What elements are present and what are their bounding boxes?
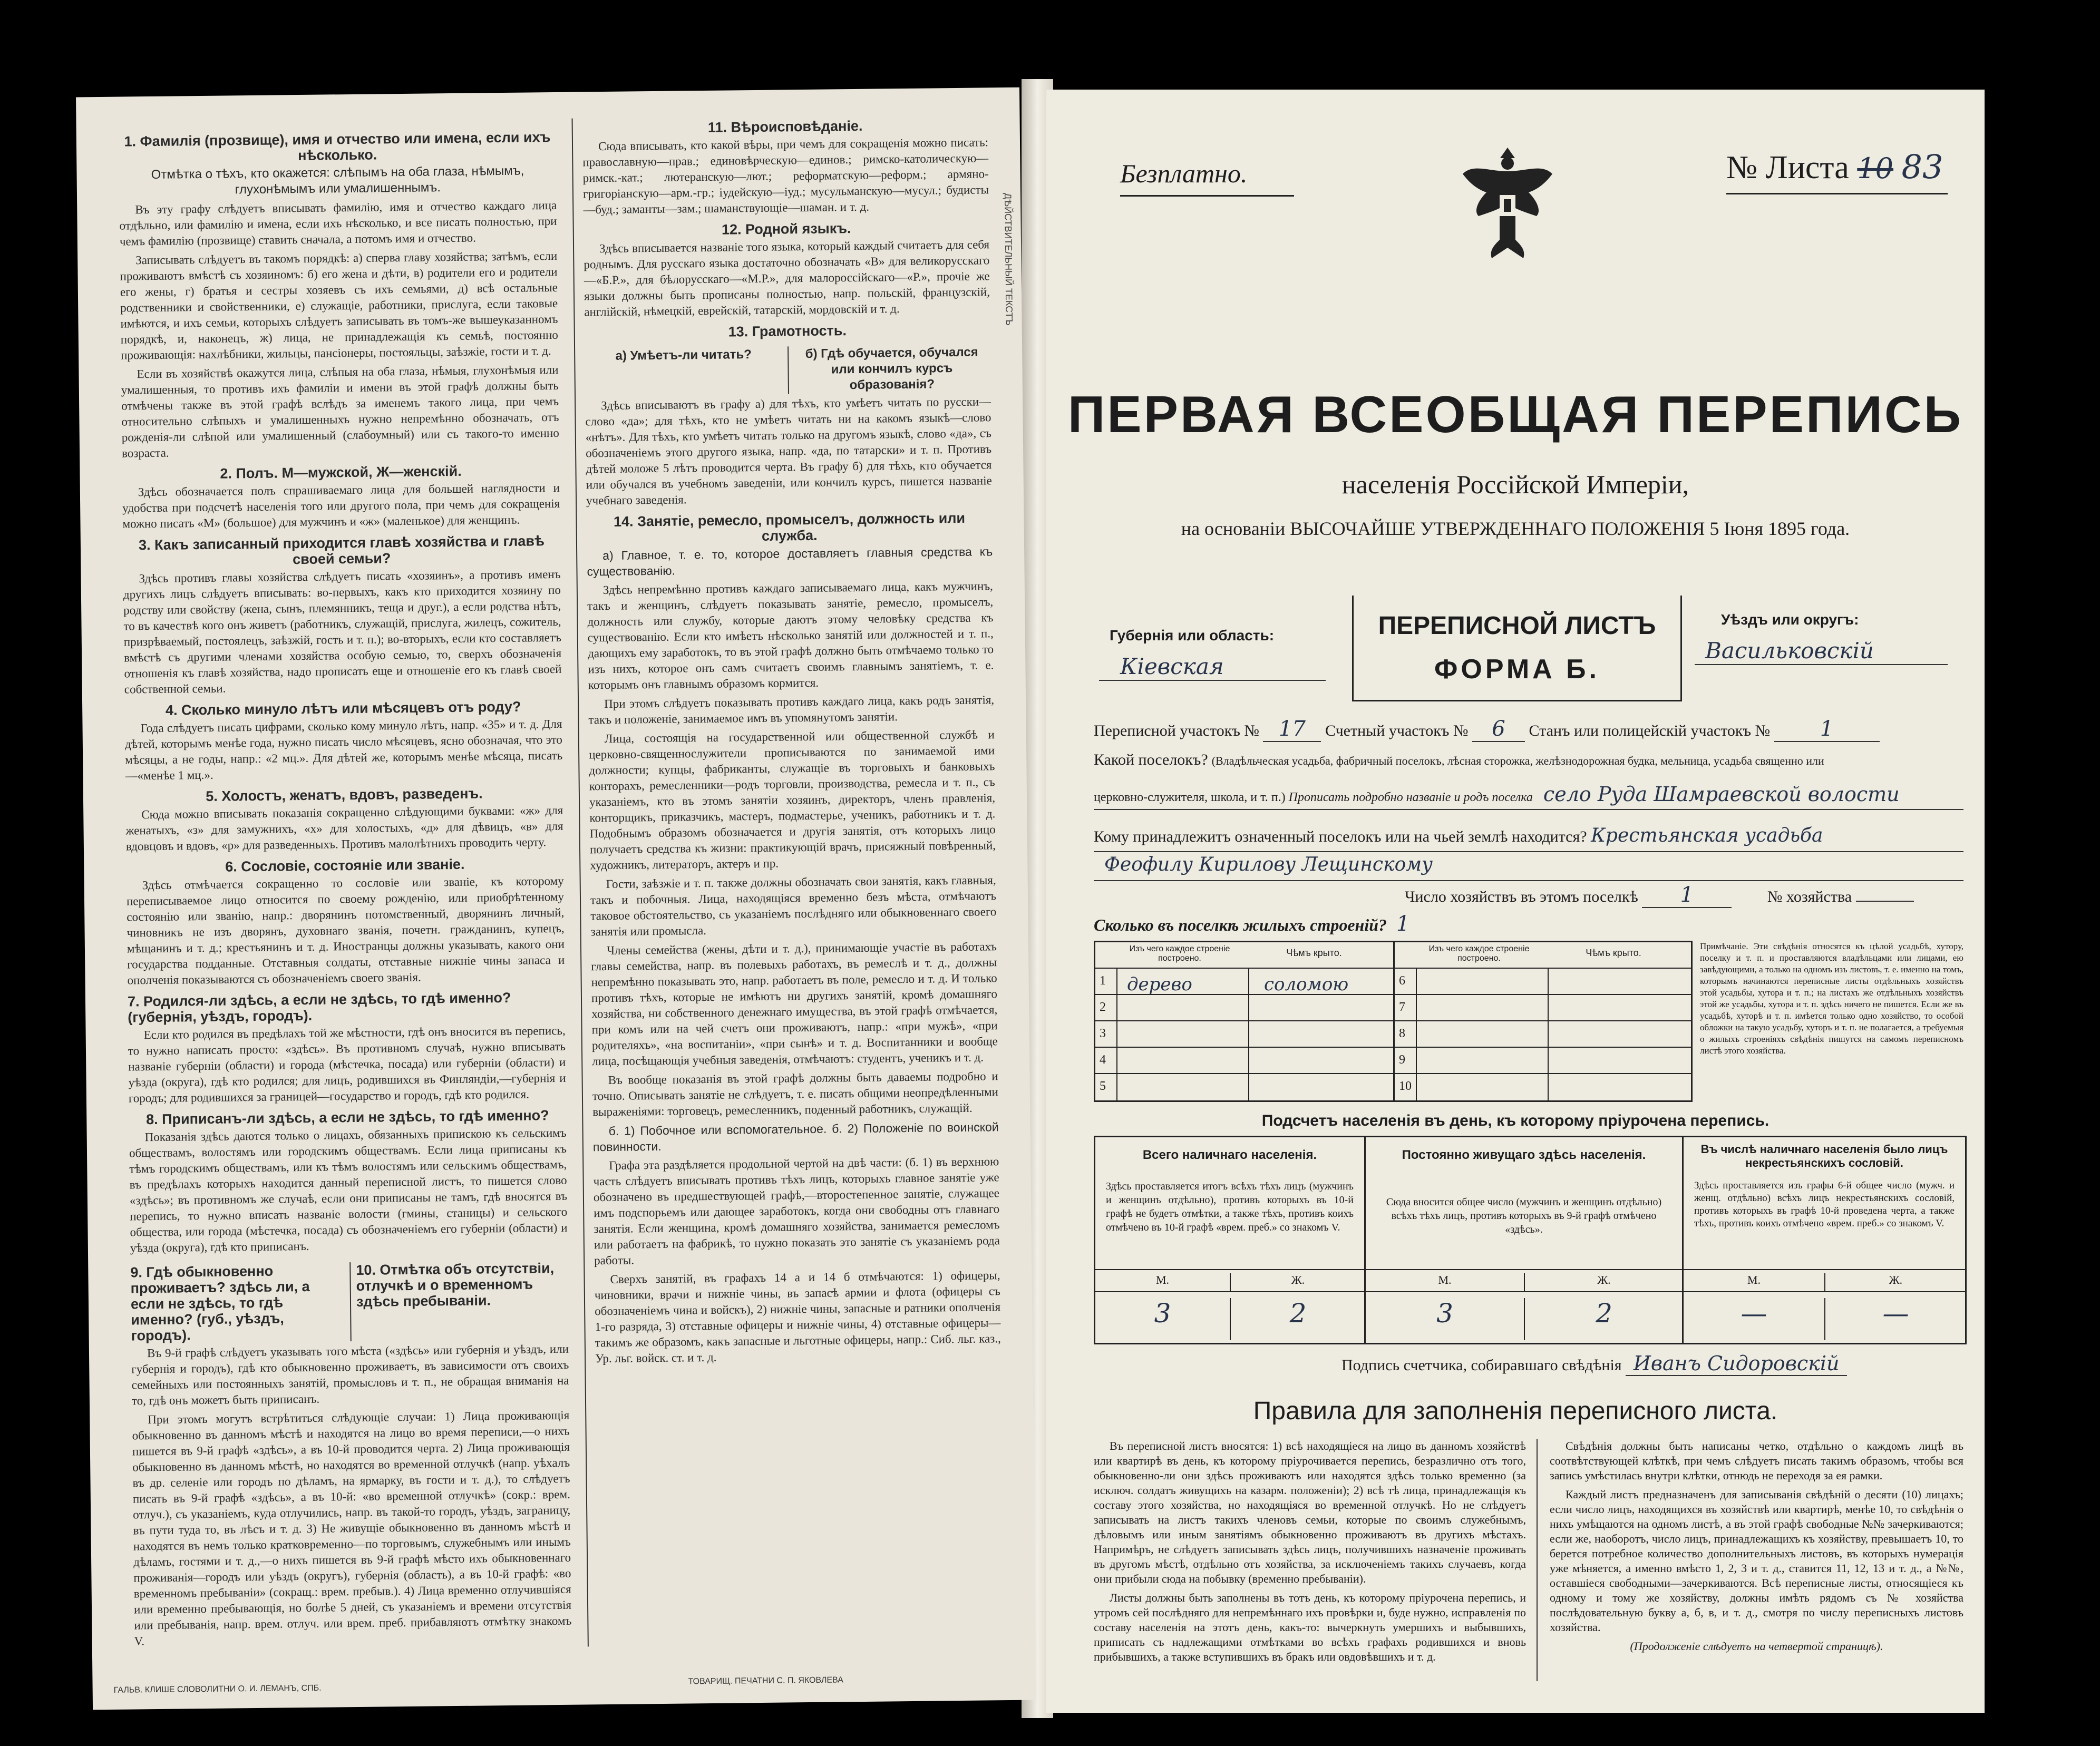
building-row <box>1395 1073 1691 1100</box>
paragraph: Сверхъ занятій, въ графахъ 14 а и 14 б отмѣчаются: 1) офицеры, чиновники, врачи и нижніе чины, въ запасѣ армии и флота (офицеры съ обозначеніемъ чина и войскъ), 2) нижніе чины, запасные и ратники ополченія 1-го разряда, 3) отставные офицеры и нижніе чины, 4) отставные офицеры—такимъ же образомъ, какъ запасные и льготные офицеры, напр.: Сиб. льг. каз., Ур. льг. войск. ст. и т. д. <box>594 1269 1001 1365</box>
paragraph: Здѣсь противъ главы хозяйства слѣдуетъ писать «хозяинъ», а противъ именъ другихъ лицъ слѣдуетъ вписывать: во-первыхъ, какъ кто приходится хозяину по родству или свойству (жена, сынъ, племянникъ, теща и друг.), а если родства нѣтъ, то въ качествѣ кого онъ живетъ (работникъ, служащій, прислуга, жилецъ, сожитель, призрѣваемый, постоялецъ, заѣзжій, гость и т. п.); во-вторыхъ, если кто составляетъ вмѣстѣ съ другими членами хозяйства особую семью, то, сверхъ обозначенія отношенія къ главѣ хозяйства, надо прописать еще и отношеніе его къ главѣ своей собственной семьи. <box>123 567 562 696</box>
rules-paragraph: Въ переписной листъ вносятся: 1) всѣ находящіеся на лицо въ данномъ хозяйствѣ или квартирѣ въ день, къ которому пріурочивается перепись, безразлично отъ того, обыкновенно-ли они здѣсь проживаютъ или находятся здѣсь только временно (за исключ. солдатъ живущихъ на казарм. положеніи); 2) всѣ тѣ лица, принадлежащія къ составу этого хозяйства, но находящіяся во временной отлучкѣ. Но не слѣдуетъ записывать на листъ такихъ членовъ семьи, которые по своимъ служебнымъ, дѣловымъ или иным занятіямъ обыкновенно проживаютъ въ другихъ мѣстахъ. Напримѣръ, не слѣдуетъ записывать здѣсь лицъ, получившихъ назначеніе проживать въ другомъ мѣстѣ, отдѣльно отъ хозяйства, за исключеніемъ такихъ случаевъ, когда они прибыли сюда на побывку (временно пребываніи). <box>1094 1439 1526 1585</box>
paragraph: Года слѣдуетъ писать цифрами, сколько кому минуло лѣтъ, напр. «35» и т. д. Для дѣтей, которымъ менѣе года, нужно писать число мѣсяцевъ, ясно обозначая, что это мѣсяцы, а не годы, напр.: «2 мц.». Для дѣтей же, которымъ менѣе мѣсяца, писать—«менѣе 1 мц.». <box>124 717 563 783</box>
sheet-number-value: 83 <box>1901 148 1943 186</box>
vertical-margin-text: ДѢЙСТВИТЕЛЬНЫЙ ТЕКСТЪ <box>1003 192 1015 326</box>
footer-left: ГАЛЬВ. КЛИШЕ СЛОВОЛИТНИ О. И. ЛЕМАНЪ, СПБ. <box>113 1683 322 1695</box>
owner-label: Кому принадлежитъ означенный поселокъ или на чьей землѣ находится? <box>1094 828 1587 845</box>
poselok-label: Какой поселокъ? <box>1094 751 1208 768</box>
paragraph: Если кто родился въ предѣлахъ той же мѣстности, гдѣ онъ вносится въ перепись, то нужно написать просто: «здѣсь». Въ противномъ случаѣ, нужно вписывать названіе губерніи (области) и города (мѣстечка, посада) или губерніи (области) и уѣзда (округа), гдѣ кто родился; для лицъ, родившихся въ Финляндіи,—губернія и городъ; для родившихся за границей—государство и городъ, гдѣ кто родился. <box>128 1023 566 1105</box>
owner-underline-2 <box>1094 880 1963 881</box>
uezd-label: Уѣздъ или округъ: <box>1721 611 1859 628</box>
population-table <box>1094 1136 1967 1344</box>
heading-surname: 1. Фамилія (прозвище), имя и отчество или имена, если ихъ нѣсколько. <box>124 129 551 164</box>
pop-col-permanent <box>1366 1137 1684 1343</box>
pop-col-nonpeasant-mz <box>1684 1269 1965 1292</box>
buildings-note: Примѣчаніе. Эти свѣдѣнія относятся къ цѣлой усадьбѣ, хутору, поселку и т. п. и проставляются владѣльцами или лицами, ею завѣдующими, а только на одномъ изъ листовъ, т. е. именно на томъ, которымъ начинаются переписные листы отдѣльныхъ хозяйствъ этой усадьбы, хутора и т. п.; на листахъ же отдѣльныхъ хозяйствъ этой же усадьбы, хутора и т. п. здѣсь ничего не пишется. Если же въ усадьбѣ, хуторѣ и т. п. имѣется только одно хозяйство, то особой обложки на такую усадьбу, хуторъ и т. п. не полагается, а требуемыя о жилыхъ строеніяхъ свѣдѣнія пишутся на самомъ переписномъ листѣ этого хозяйства. <box>1700 941 1963 1056</box>
buildings-table-left <box>1095 942 1395 1100</box>
pop-col-permanent-m-label: М. <box>1438 1273 1452 1286</box>
form-type-title: ПЕРЕПИСНОЙ ЛИСТЪ <box>1378 612 1656 640</box>
building-row-divider <box>1548 1048 1549 1074</box>
pop-nonpeasant-m: — <box>1741 1298 1767 1329</box>
pop-nonpeasant-z: — <box>1824 1298 1966 1340</box>
owner-value-2: Феофилу Кирилову Лещинскому <box>1104 854 1433 875</box>
heading-absence: 10. Отмѣтка объ отсутствіи, отлучкѣ и о временномъ здѣсь пребываніи. <box>349 1260 569 1341</box>
poselok-hint-2: церковно-служителя, школа, и т. п.) <box>1094 791 1286 804</box>
heading-literacy-a: а) Умѣетъ-ли читать? <box>615 347 752 363</box>
sheet-number-block <box>1726 148 1943 187</box>
signature-line <box>1341 1352 1847 1376</box>
building-row <box>1095 994 1393 1021</box>
population-count-title: Подсчетъ населенія въ день, къ которому пріурочена перепись. <box>1261 1112 1770 1129</box>
building-row-number: 2 <box>1100 1000 1106 1014</box>
free-label: Безплатно. <box>1120 159 1248 188</box>
building-row <box>1395 994 1691 1021</box>
heading-literacy: 13. Грамотность. <box>728 323 847 340</box>
paragraph: Здѣсь вписывается названіе того языка, который каждый считаетъ для себя роднымъ. Для русскаго языка достаточно обозначать «В» для великорусскаго—«Б.Р.», для бѣлорусскаго—«М.Р.», для малороссійскаго—«Р.», прочіе же языки должны быть прописаны полностью, напр. польскій, французскій, англійскій, нѣмецкій, еврейскій, татарскій, мордовскій и т. д. <box>584 238 990 319</box>
paragraph: Въ эту графу слѣдуетъ вписывать фамилію, имя и отчество каждаго лица отдѣльно, или фамилію и имена, если ихъ нѣсколько, и все писать полностью, при чемъ фамилію (прозвище) ставить сначала, а потомъ имя и отчество. <box>119 198 557 248</box>
form-subtitle: населенія Россійской Имперіи, <box>1341 470 1689 499</box>
buildings-header-roof: Чѣмъ крыто. <box>1286 948 1342 958</box>
rules-continued: (Продолженіе слѣдуетъ на четвертой страницѣ). <box>1630 1640 1883 1653</box>
heading-marital: 5. Холостъ, женатъ, вдовъ, разведенъ. <box>206 785 483 804</box>
paragraph: Въ 9-й графѣ слѣдуетъ указывать того мѣста («здѣсь» или губернія и уѣздъ, или губернія и городъ), гдѣ кто обыкновенно проживаетъ, въ зависимости отъ своихъ семейныхъ или постоянныхъ занятій, промысловъ и т. п., не обращая вниманія на то, гдѣ онъ можетъ быть приписанъ. <box>131 1342 569 1408</box>
paragraph: При этомъ слѣдуетъ показывать противъ каждаго лица, какъ родъ занятія, такъ и положеніе, занимаемое имъ въ упомянутомъ занятіи. <box>588 693 995 727</box>
building-row-number: 5 <box>1100 1079 1106 1093</box>
heading-relation: 3. Какъ записанный приходится главѣ хозяйства и главѣ своей семьи? <box>138 533 545 568</box>
building-row-divider <box>1548 1021 1549 1048</box>
heading-residence-pair <box>130 1255 569 1346</box>
building-row-divider <box>1416 1074 1417 1100</box>
building-row-divider <box>1248 969 1249 995</box>
building-row-divider <box>1548 969 1549 995</box>
building-row-number: 8 <box>1399 1027 1405 1040</box>
buildings-header-roof-2: Чѣмъ крыто. <box>1586 948 1641 958</box>
heading-sex: 2. Полъ. М—мужской, Ж—женскій. <box>220 463 462 482</box>
form-header-right <box>1689 596 1963 701</box>
building-row-divider <box>1416 1048 1417 1074</box>
rules-left-column <box>1094 1439 1526 1681</box>
paragraph: Члены семейства (жены, дѣти и т. д.), принимающіе участіе въ работахъ главы семейства, напр. въ полевыхъ работахъ, въ ремеслѣ и т. д., должны непремѣнно показывать это, напр. работаетъ въ поле, ремесло и т. д. И только противъ тѣхъ, которые не имѣютъ ни другихъ занятій, кромѣ домашняго хозяйства, ни собственного денежнаго имущества, въ этой графѣ отмѣчается, при комъ или на чей счетъ они проживаютъ, напр.: «при мужѣ», «при родителяхъ», «на воспитаніи», «при сынѣ» и т. д. Воспитанники и вообще лица, посѣщающія учебныя заведенія, отмѣчаютъ: студентъ, ученикъ и т. д. <box>591 940 998 1068</box>
pop-col-nonpeasant-z-label: Ж. <box>1824 1273 1966 1291</box>
gubernia-value: Кіевская <box>1120 653 1224 679</box>
heading-literacy-b: б) Гдѣ обучается, обучался или кончилъ курсъ образованія? <box>788 344 991 394</box>
paragraph: б. 1) Побочное или вспомогательное. б. 2) Положеніе по воинской повинности. <box>592 1120 999 1154</box>
paragraph: Здѣсь вписываютъ въ графу а) для тѣхъ, кто умѣетъ читать по русски—слово «да»; для тѣхъ, кто не умѣетъ читать ни на какомъ языкѣ—слово «нѣтъ». Для тѣхъ, кто умѣетъ читать только на другомъ языкѣ, слово «да», съ обозначеніемъ этого другого языка, напр. «да, по татарски» и т. п. Противъ дѣтей моложе 5 лѣтъ проводится черта. Въ графу б) для тѣхъ, кто обучается или обучался въ учебномъ заведеніи, или кончилъ курсъ, пишется названіе учебнаго заведенія. <box>585 395 992 508</box>
uchastok-value: 17 <box>1263 717 1321 742</box>
building-row-divider <box>1416 1021 1417 1048</box>
households-line <box>1405 883 1914 908</box>
paragraph: При этомъ могутъ встрѣтиться слѣдующіе случаи: 1) Лица проживающія обыкновенно въ данномъ мѣстѣ и находятся на лицо во время переписи,—о нихъ пишется въ 9-й графѣ «здѣсь», а въ 10-й проводится черта. 2) Лица проживающія обыкновенно въ данномъ мѣстѣ, но находятся во временной отлучкѣ (напр. уѣхалъ въ др. селеніе или городъ по дѣламъ, на ярмарку, въ гости и т. д.), то слѣдуетъ писать въ 9-й графѣ «здѣсь», а въ 10-й: «во временной отлучкѣ» (сокр.: врем. отлуч.), съ указаніемъ, куда отлучились, напр. въ такой-то городъ, уѣздъ, заграницу, въ пути тудa то, въ лѣсъ и т. д. 3) Не живущіе обыкновенно въ данномъ мѣстѣ и находятся въ немъ только кратковременно—по торговымъ, служебнымъ или инымъ дѣламъ, гостями и т. д.,—о нихъ пишется въ 9-й графѣ мѣсто ихъ обыкновеннаго проживанія—городъ или уѣздъ (округъ), губернія (область), а въ 10-й графѣ: «во временномъ пребываніи» (сокращ.: врем. пребыв.). 4) Лица временно отлучившіяся или временно пребывающія, но болѣе 5 дней, съ указаніемъ и времени отсутствія или пребыванія, напр. врем. отлуч. или врем. преб. прибавляютъ отмѣтку знакомъ V. <box>132 1408 572 1648</box>
form-header-left <box>1088 596 1347 701</box>
building-row <box>1395 968 1691 995</box>
building-row <box>1095 1073 1393 1100</box>
building-row-number: 10 <box>1399 1079 1412 1093</box>
households-label: Число хозяйствъ въ этомъ поселкѣ <box>1405 888 1638 905</box>
building-row-divider <box>1248 1048 1249 1074</box>
households-value: 1 <box>1642 883 1732 908</box>
building-row-divider <box>1116 1048 1117 1074</box>
pop-col-total <box>1095 1137 1366 1343</box>
building-row-divider <box>1416 995 1417 1021</box>
owner-line <box>1094 825 1969 846</box>
sheet-number-struck: 10 <box>1857 152 1893 185</box>
buildings-table-right <box>1395 942 1691 1100</box>
heading-language: 12. Родной языкъ. <box>721 220 851 238</box>
heading-residence: 9. Гдѣ обыкновенно проживаетъ? здѣсь ли, а если не здѣсь, то гдѣ именно? (губ., уѣздъ, городъ). <box>130 1263 310 1344</box>
gubernia-underline <box>1099 680 1326 681</box>
double-headed-eagle-emblem <box>1457 142 1558 269</box>
building-1-roof: соломою <box>1264 974 1349 995</box>
paragraph: Здѣсь непремѣнно противъ каждаго записываемаго лица, какъ мужчинъ, такъ и женщинъ, слѣдуетъ показывать занятіе, ремесло, промыселъ, должность или службу, которые даютъ этому человѣку средства къ существованію. Если кто имѣетъ нѣсколько занятій или должностей и т. п., дающихъ ему заработокъ, то въ этой графѣ должно быть отмѣчаемо только то изъ нихъ, которое онъ самъ считаетъ своимъ главнымъ занятіемъ, т. е. которымъ онъ главнымъ образомъ кормится. <box>587 579 994 692</box>
rules-paragraph: Свѣдѣнія должны быть написаны четко, отдѣльно о каждомъ лицѣ въ соотвѣтствующей клѣткѣ, при чемъ слѣдуетъ писать такимъ образомъ, чтобы вся запись умѣстилась внутри клѣтки, отнюдь не переходя за ея рамки. <box>1550 1439 1963 1482</box>
poselok-hint: (Владѣльческая усадьба, фабричный поселокъ, лѣсная сторожка, желѣзнодорожная будка, мельница, усадьба священно или <box>1211 754 1824 767</box>
building-row-number: 6 <box>1399 974 1405 988</box>
pop-col-permanent-text: Сюда вносится общее число (мужчинъ и женщинъ отдѣльно) всѣхъ тѣхъ лицъ, противъ которыхъ въ 9-й графѣ отмѣчено «здѣсь». <box>1386 1196 1662 1235</box>
schetny-label: Счетный участокъ № <box>1325 722 1469 739</box>
rules-title: Правила для заполненія переписного листа. <box>1253 1397 1778 1425</box>
form-title: ПЕРВАЯ ВСЕОБЩАЯ ПЕРЕПИСЬ <box>1067 385 1963 443</box>
paragraph: Сюда можно вписывать показанія сокращенно слѣдующими буквами: «ж» для женатыхъ, «з» для замужнихъ, «х» для холостыхъ, «д» для дѣвицъ, «в» для вдовцовъ и вдовъ, «р» для разведенныхъ. Противъ малолѣтнихъ проводить черту. <box>125 803 563 853</box>
uezd-underline <box>1695 664 1948 665</box>
uezd-value: Васильковскій <box>1705 638 1874 664</box>
poselok-value: село Руда Шамраевской волости <box>1543 783 1900 806</box>
form-header-box <box>1088 596 1963 701</box>
buildings-label: Сколько въ поселкѣ жилыхъ строеній? <box>1094 915 1387 934</box>
buildings-line <box>1094 912 1409 936</box>
sheet-number-underline <box>1726 193 1948 194</box>
paragraph: Записывать слѣдуетъ въ такомъ порядкѣ: а) сперва главу хозяйства; затѣмъ, если проживаютъ вмѣстѣ съ хозяиномъ: б) его жена и дѣти, в) родители его и родители его жены, г) братья и сестры хозяевъ съ ихъ семьями, д) всѣ остальные родственники и свойственники, е) служащіе, работники, прислуга, если таковые имѣются, и ихъ семьи, которыхъ слѣдуетъ записывать въ томъ-же вышеуказанномъ порядкѣ, и, наконецъ, ж) лица, не принадлежащія къ семьѣ, постоянно проживающія: нахлѣбники, жильцы, пансіонеры, постояльцы, заѣзжіе, гости и т. д. <box>120 249 558 362</box>
rules-divider <box>1537 1439 1538 1681</box>
building-row-divider <box>1116 995 1117 1021</box>
stan-label: Станъ или полицейскій участокъ № <box>1529 722 1771 739</box>
rules-paragraph: Листы должны быть заполнены въ тотъ день, къ которому пріурочена перепись, и утромъ сей послѣдняго для непремѣннаго ихъ провѣрки и, буде нужно, исправленія по составу населенія на этотъ день, какъ-то: вычеркнуть умершихъ и выбывшихъ, приписать съ надлежащими отмѣтками во всѣхъ графахъ родившихся и вновь прибывшихъ, а также вступившихъ въ бракъ или овдовѣвшихъ и т. д. <box>1094 1591 1526 1663</box>
paragraph: Въ вообще показанія въ этой графѣ должны быть даваемы подробно и точно. Описывать занятіе не слѣдуетъ, т. е. писать общими неопредѣленными выраженіями: торговецъ, ремесленникъ, поденный работникъ, служащій. <box>592 1069 999 1119</box>
poselok-line-2 <box>1094 783 1969 806</box>
poselok-note: Прописать подробно названіе и родъ поселка <box>1288 791 1533 804</box>
pop-col-permanent-z-label: Ж. <box>1524 1273 1683 1291</box>
sheet-number-label: № Листа <box>1726 150 1849 186</box>
pop-permanent-z: 2 <box>1524 1298 1683 1340</box>
pop-col-permanent-mz <box>1366 1269 1682 1292</box>
pop-col-nonpeasant-m-label: М. <box>1747 1273 1761 1286</box>
signature-value: Иванъ Сидоровскій <box>1626 1352 1847 1376</box>
heading-registered: 8. Приписанъ-ли здѣсь, а если не здѣсь, то гдѣ именно? <box>145 1107 549 1128</box>
pop-col-total-m-label: М. <box>1155 1273 1170 1286</box>
free-underline <box>1120 195 1294 197</box>
instructions-column-1 <box>119 124 572 1689</box>
poselok-line <box>1094 751 1969 769</box>
paragraph: Здѣсь обозначается полъ спрашиваемаго лица для большей наглядности и удобства при подсчетѣ населенія того или другого пола, при чемъ для сокращенія можно писать «М» (большое) для мужчинъ и «ж» (маленькое) для женщинъ. <box>122 481 560 531</box>
paragraph: Гости, заѣзжіе и т. п. также должны обозначать свои занятія, какъ главныя, такъ и побочныя. Лица, находящіяся временно безъ мѣста, отмѣчаютъ таковое обстоятельство, съ указаніемъ послѣдняго или обыкновеннаго своего занятія или промысла. <box>590 873 997 939</box>
building-row-divider <box>1248 995 1249 1021</box>
building-row <box>1395 1020 1691 1048</box>
building-row <box>1395 1047 1691 1074</box>
buildings-header-material: Изъ чего каждое строеніе построено. <box>1129 944 1230 963</box>
building-row-divider <box>1116 1021 1117 1048</box>
heading-birthplace: 7. Родился-ли здѣсь, а если не здѣсь, то гдѣ именно? (губернія, уѣздъ, городъ). <box>127 989 511 1026</box>
rules-right-column <box>1550 1439 1963 1681</box>
instructions-column-2 <box>582 111 1004 1681</box>
building-row-divider <box>1548 1074 1549 1100</box>
heading-estate: 6. Сословіе, состояніе или званіе. <box>225 856 465 875</box>
heading-surname-note: Отмѣтка о тѣхъ, кто окажется: слѣпымъ на оба глаза, нѣмымъ, глухонѣмымъ или умалишеннымъ. <box>151 163 524 197</box>
buildings-header-material-2: Изъ чего каждое строеніе построено. <box>1428 944 1530 963</box>
heading-occupation: 14. Занятіе, ремесло, промыселъ, должность или служба. <box>613 510 966 544</box>
owner-value: Крестьянская усадьба <box>1591 825 1823 846</box>
pop-col-total-z-label: Ж. <box>1230 1273 1365 1291</box>
building-1-material: дерево <box>1127 974 1192 995</box>
literacy-subheads <box>585 339 991 398</box>
schetny-value: 6 <box>1472 717 1525 742</box>
pop-col-permanent-title: Постоянно живущаго здѣсь населенія. <box>1402 1148 1646 1162</box>
gubernia-label: Губернія или область: <box>1110 627 1275 643</box>
building-row-divider <box>1116 969 1117 995</box>
building-row-number: 4 <box>1100 1053 1106 1067</box>
building-row-divider <box>1248 1074 1249 1100</box>
building-row-number: 3 <box>1100 1027 1106 1040</box>
form-type-code: ФОРМА Б. <box>1434 654 1600 685</box>
paragraph: Если въ хозяйствѣ окажутся лица, слѣпыя на оба глаза, нѣмыя, глухонѣмыя или умалишенныя, то противъ ихъ фамиліи и имени въ этой графѣ должны быть отмѣчены также въ этой графѣ вслѣдъ за именемъ такого лица, при чемъ относительно слѣпыхъ и умалишенныхъ нужно непремѣнно обозначать, отъ рожденія-ли слѣпой или умалишенный (слабоумный) или съ такого-то именно возраста. <box>121 363 559 460</box>
buildings-value: 1 <box>1396 912 1410 936</box>
paragraph: Лица, состоящія на государственной или общественной службѣ и церковно-священнослужители прописываются по занимаемой ими должности; купцы, фабриканты, служащіе въ торговыхъ и банковыхъ конторахъ, ремесленники—родъ торговли, производства, ремесла и т. п., съ указаніемъ, кто въ этомъ занятіи хозяинъ, директоръ, членъ правленія, конторщикъ, приказчикъ, мастеръ, подмастерье, ученикъ, работникъ и т. д. Подобнымъ образомъ обозначается и другія занятія, отъ которыхъ лицо получаетъ средства къ жизни: практикующій врачъ, присяжный повѣренный, художникъ, литераторъ, актеръ и пр. <box>589 728 996 872</box>
building-row-number: 1 <box>1100 974 1106 988</box>
pop-total-z: 2 <box>1230 1298 1365 1340</box>
building-row-number: 7 <box>1399 1000 1405 1014</box>
district-line <box>1094 717 1969 742</box>
uchastok-label: Переписной участокъ № <box>1094 722 1259 739</box>
pop-col-total-mz <box>1095 1269 1364 1292</box>
paragraph: Здѣсь отмѣчается сокращенно то сословіе или званіе, къ которому переписываемое лицо относится по своему рожденію, или приобрѣтенному состоянію или званію, напр.: дворянинъ потомственный, дворянинъ личный, чиновникъ не изъ дворянъ, духовнаго званія, почетн. гражданинъ, купецъ, мѣщанинъ и т. д.; крестьянинъ и т. д. Иностранцы должны указывать, какого они государства подданные. Отставныя солдаты, отставные нижніе чины запаса и ополченія показываются съ обозначеніемъ своего званія. <box>126 874 565 987</box>
pop-col-nonpeasant <box>1684 1137 1965 1343</box>
footer-right: ТОВАРИЩ. ПЕЧАТНИ С. П. ЯКОВЛЕВА <box>688 1675 844 1686</box>
form-header-center <box>1352 596 1682 701</box>
building-row <box>1095 1020 1393 1048</box>
household-number-label: № хозяйства <box>1767 888 1852 905</box>
paragraph: Графа эта раздѣляется продольной чертой на двѣ части: (б. 1) въ верхнюю часть слѣдуетъ вписывать противъ тѣхъ лицъ, которыхъ главное занятіе уже обозначено въ предшествующей графѣ,—второстепенное занятіе, служащее имъ подспорьемъ или дающее заработокъ, когда они свободны отъ главнаго занятія. Если женщина, кромѣ домашняго хозяйства, занимается ремесломъ или работаетъ на фабрикѣ, то нужно показать это занятіе съ указаніемъ рода работы. <box>593 1155 1000 1267</box>
building-row-divider <box>1548 995 1549 1021</box>
building-row-number: 9 <box>1399 1053 1405 1067</box>
pop-col-total-text: Здѣсь проставляется итогъ всѣхъ тѣхъ лицъ (мужчинъ и женщинъ отдѣльно), противъ которыхъ въ 10-й графѣ не будетъ отмѣтки, а также тѣхъ, противъ коихъ отмѣчено въ 10-й графѣ «врем. преб.» со знакомъ V. <box>1106 1181 1354 1233</box>
owner-underline <box>1094 851 1963 852</box>
heading-age: 4. Сколько минуло лѣтъ или мѣсяцевъ отъ роду? <box>165 698 521 718</box>
household-number-field <box>1856 901 1914 902</box>
signature-label: Подпись счетчика, собиравшаго свѣдѣнія <box>1341 1357 1622 1374</box>
heading-religion: 11. Вѣроисповѣданіе. <box>707 118 863 135</box>
stan-value: 1 <box>1774 717 1880 742</box>
building-row <box>1095 1047 1393 1074</box>
building-row-divider <box>1116 1074 1117 1100</box>
building-row-divider <box>1416 969 1417 995</box>
pop-col-nonpeasant-title: Въ числѣ наличнаго населенія было лицъ некрестьянскихъ сословій. <box>1700 1143 1948 1169</box>
rules-paragraph: Каждый листъ предназначенъ для записыванія свѣдѣній о десяти (10) лицахъ; если число лицъ, находящихся въ хозяйствѣ или квартирѣ, менѣе 10, то свѣдѣнія о нихъ умѣщаются на одномъ листѣ, а въ этой графѣ свободные №№ зачеркиваются; если же, наоборотъ, число лицъ, принадлежащихъ къ хозяйству, превышаетъ 10, то берется потребное количество дополнительныхъ листовъ, въ которыхъ нумерація уже мѣняется, а именно вмѣсто 1, 2, 3 и т. д., ставится 11, 12, 13 и т. д., а №№, оставшіеся свободными—зачеркиваются. Всѣ переписные листы, относящіеся къ одному и тому же хозяйству, должны имѣть рядомъ съ № хозяйства послѣдовательную букву а, б, в, и т. д., смотря по числу переписныхъ листовъ хозяйства. <box>1550 1488 1963 1634</box>
census-form-page <box>1046 90 1985 1713</box>
paragraph: Показанія здѣсь даются только о лицахъ, обязанныхъ припискою къ сельскимъ обществамъ, волостямъ или городскимъ обществамъ. Если лица приписаны къ тѣмъ городскимъ обществамъ, или къ тѣмъ волостямъ или сельскимъ обществамъ, въ предѣлахъ которыхъ находится данный переписной листъ, то пишется слово «здѣсь»; въ противномъ же случаѣ, если они приписаны не тамъ, гдѣ вносятся въ перепись, то нужно вписать названіе волости (гмины, станицы) и сельского общества, или города (мѣстечка, посада) съ обозначеніемъ его губерніи (области) и уѣзда (округа), гдѣ кто приписанъ. <box>129 1126 568 1255</box>
building-row-divider <box>1248 1021 1249 1048</box>
form-basis: на основаніи ВЫСОЧАЙШЕ УТВЕРЖДЕННАГО ПОЛОЖЕНІЯ 5 Іюня 1895 года. <box>1181 518 1850 539</box>
pop-col-nonpeasant-text: Здѣсь проставляется изъ графы 6-й общее число (мужч. и женщ. отдѣльно) всѣхъ лицъ некрестьянскихъ сословій, противъ которыхъ въ графѣ 10-й проведена черта, а также тѣхъ, противъ коихъ отмѣчено «врем. преб.» со знакомъ V. <box>1694 1180 1955 1229</box>
pop-total-m: 3 <box>1154 1298 1171 1329</box>
instructions-page <box>76 87 1036 1710</box>
paragraph: а) Главное, т. е. то, которое доставляетъ главныя средства къ существованію. <box>587 544 993 579</box>
pop-permanent-m: 3 <box>1436 1298 1453 1329</box>
poselok-underline <box>1094 809 1963 810</box>
pop-col-total-title: Всего наличнаго населенія. <box>1142 1148 1317 1162</box>
buildings-table <box>1094 941 1693 1102</box>
paragraph: Сюда вписывать, кто какой вѣры, при чемъ для сокращенія можно писать: православную—прав.; единовѣрческую—единов.; римско-католическую—римск.-кат.; лютеранскую—лют.; реформатскую—реформ.; армяно-григоріанскую—арм.-гр.; іудейскую—іуд.; мусульманскую—мусул.; будисты—буд.; заманты—зам.; шаманствующіе—шаман. и т. д. <box>582 135 989 217</box>
